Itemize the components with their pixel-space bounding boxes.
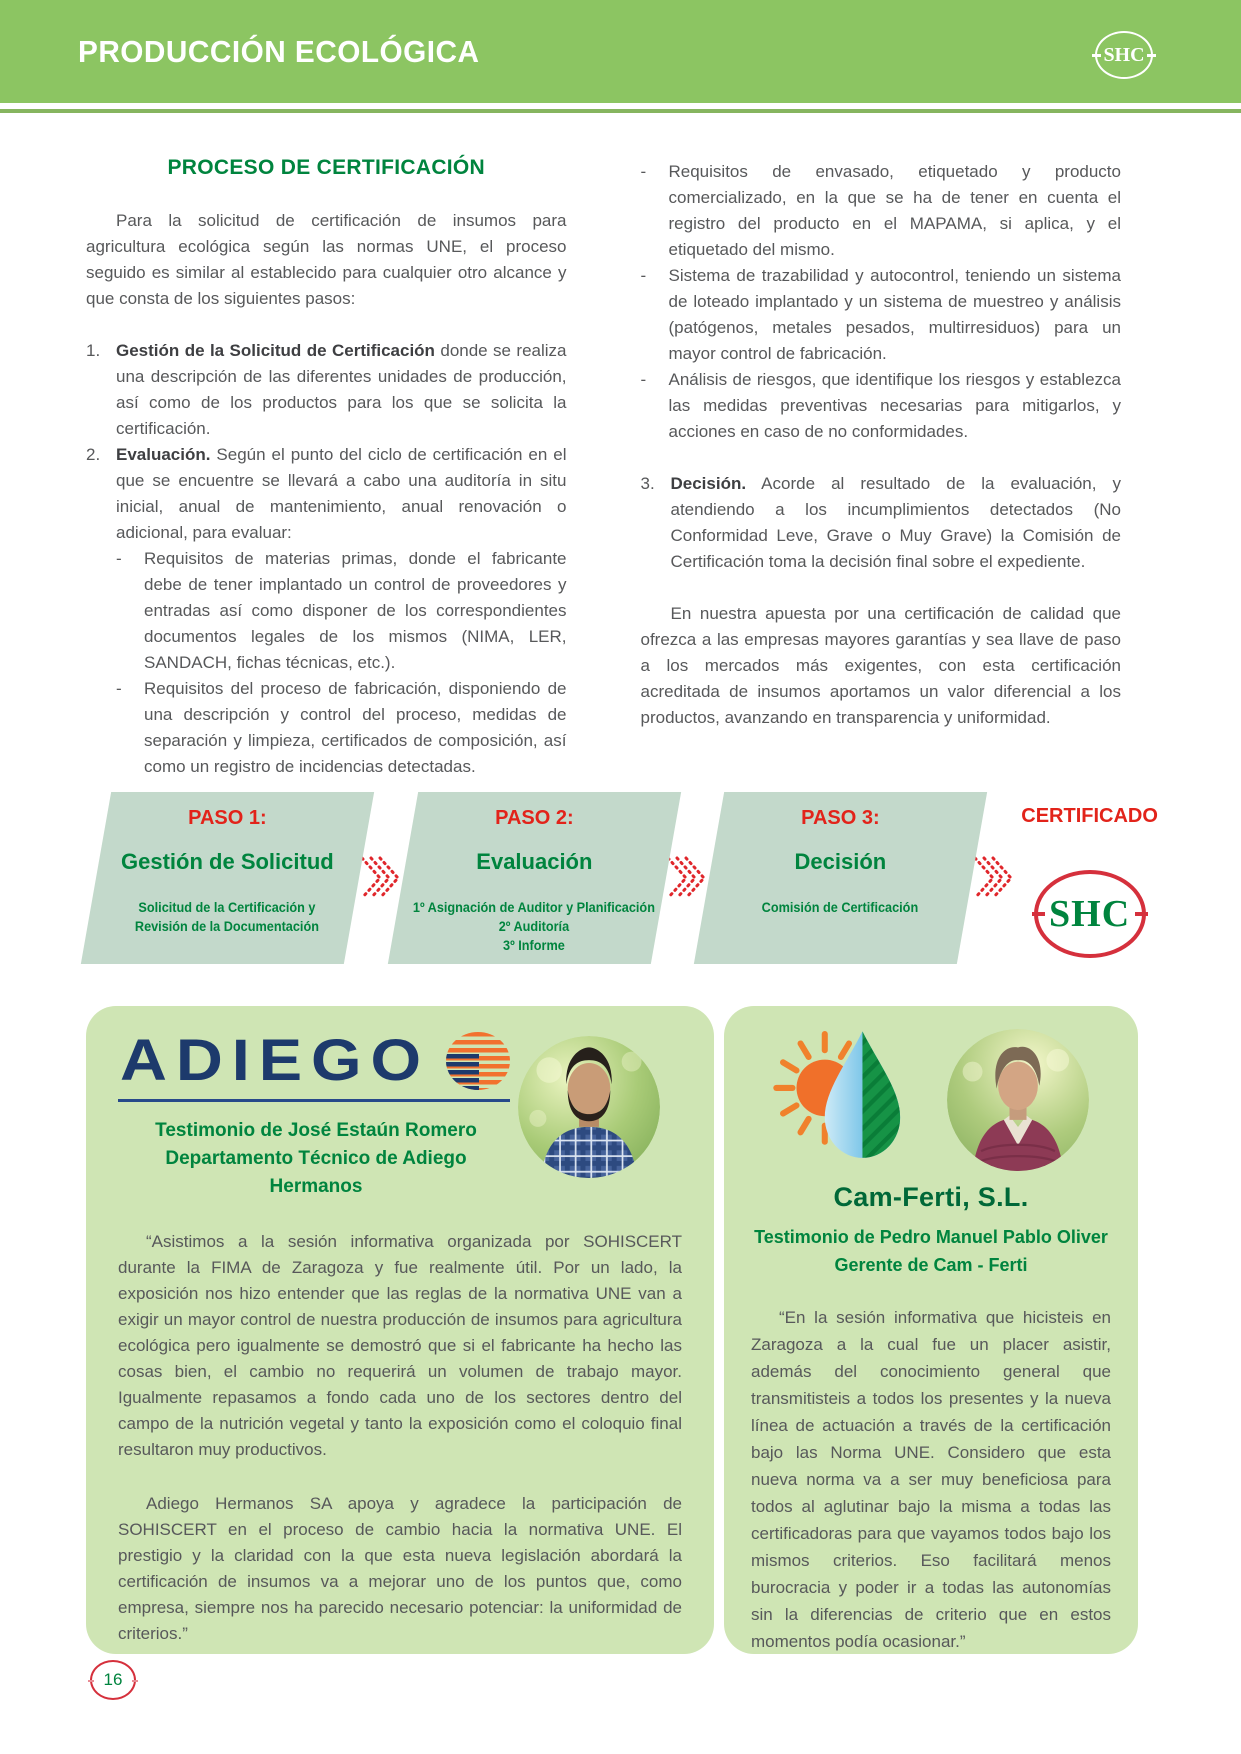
- item-bold-lead: Gestión de la Solicitud de Certificación: [116, 341, 435, 360]
- section-title: PROCESO DE CERTIFICACIÓN: [167, 156, 486, 179]
- flow-step-1: [81, 792, 374, 964]
- testimonial-paragraph: Adiego Hermanos SA apoya y agradece la participación de SOHISCERT en el proceso de cambio hacia la normativa UNE. El prestigio y la claridad con la que esta nueva legislación abordará la certificación de insumos va a mejorar uno de los puntos que, como empresa, siempre nos ha parecido necesario potenciar: la uniformidad de criterios.”: [118, 1493, 682, 1643]
- dash-item: [641, 159, 1122, 263]
- page-number-badge: [90, 1660, 136, 1700]
- item-number: 2.: [86, 445, 101, 464]
- closing-paragraph: En nuestra apuesta por una certificación de calidad que ofrezca a las empresas mayores garantías y sea llave de paso a los mercados más exigentes, con esta certificación acreditada de insumos aportamos un valor diferencial a los productos, avanzando en transparencia y uniformidad.: [640, 604, 1121, 727]
- step-detail: Comisión de Certificación: [762, 900, 920, 915]
- intro-paragraph: Para la solicitud de certificación de insumos para agricultura ecológica según las normas UNE, el proceso seguido es similar al establecido para cualquier otro alcance y que consta de los siguientes pasos:: [86, 211, 567, 308]
- dash-text: Requisitos del proceso de fabricación, disponiendo de una descripción y control del proceso, medidas de separación y limpieza, certificados de composición, así como un registro de incidencias detectadas.: [144, 679, 567, 776]
- numbered-item-1: [86, 338, 567, 442]
- shc-logo-icon: [1095, 31, 1153, 79]
- flow-result: [1016, 792, 1163, 964]
- dash-item: [641, 367, 1122, 445]
- item-text: Evaluación. Según el punto del ciclo de certificación en el que se encuentre se llevará a cabo una auditoría in situ inicial, anual de mantenimiento, anual renovación o adicional, para evaluar:: [116, 445, 567, 542]
- camferti-company-name: Cam-Ferti, S.L.: [833, 1182, 1029, 1212]
- step-detail: 1º Asignación de Auditor y Planificación 2º Auditoría 3º Informe: [413, 900, 656, 953]
- pedro-pablo-photo: [947, 1029, 1089, 1171]
- testimonial-heading: Testimonio de Pedro Manuel Pablo Oliver Gerente de Cam - Ferti: [754, 1227, 1108, 1275]
- dash-marker: -: [640, 162, 647, 181]
- page-number: 16: [103, 1670, 123, 1689]
- article-columns: [86, 149, 1121, 780]
- shc-logo-text: SHC: [1049, 893, 1131, 935]
- flow-step-2: [388, 792, 681, 964]
- dash-marker: -: [640, 266, 647, 285]
- dash-marker: -: [116, 679, 122, 698]
- item-text: Decisión. Acorde al resultado de la evaluación, y atendiendo a los incumplimientos detectados (No Conformidad Leve, Grave o Muy Grave) la Comisión de Certificación toma la decisión final sobre el expediente.: [670, 474, 1121, 571]
- flow-step-3: [694, 792, 987, 964]
- dash-marker: -: [640, 370, 647, 389]
- shc-logo-text: SHC: [1103, 43, 1145, 66]
- dash-marker: -: [116, 549, 122, 568]
- step-detail: Solicitud de la Certificación y Revisión de la Documentación: [135, 900, 320, 934]
- left-column: [86, 149, 567, 780]
- dash-item: [116, 546, 567, 676]
- right-column: [641, 149, 1122, 780]
- adiego-logo-rule: [118, 1099, 510, 1102]
- testimonial-paragraph: “En la sesión informativa que hicisteis en Zaragoza a la cual fue un placer asistir, además del conocimiento general que transmitisteis a todos los presentes y la nueva línea de actuación a través de la certificación bajo las Norma UNE. Considero que esta nueva norma va a ser muy beneficiosa para todos al aglutinar bajo la misma a todas las certificadoras para que vayamos todos bajo los mismos criterios. Eso facilitará menos burocracia y poder ir a todas las autonomías sin la diferencias de criterio que en estos momentos podía ocasionar.”: [751, 1308, 1111, 1651]
- page-header: [0, 0, 1241, 103]
- step-title: Evaluación: [476, 849, 593, 874]
- step-title: Gestión de Solicitud: [121, 849, 334, 874]
- dash-text: Análisis de riesgos, que identifique los riesgos y establezca las medidas preventivas necesarias para mitigarlos, y acciones en caso de no conformidades.: [668, 370, 1121, 441]
- camferti-logo-icon: [773, 1026, 925, 1174]
- item-bold-lead: Evaluación.: [116, 445, 211, 464]
- page-title: PRODUCCIÓN ECOLÓGICA: [78, 33, 480, 69]
- numbered-item-2: [86, 442, 567, 546]
- header-rule: [0, 109, 1241, 113]
- step-label: PASO 3:: [801, 807, 881, 829]
- adiego-logo: [118, 1028, 514, 1201]
- dash-item: [116, 676, 567, 780]
- step-label: PASO 2:: [494, 807, 574, 829]
- testimonial-adiego: [86, 1006, 714, 1654]
- item-number: 3.: [640, 474, 655, 493]
- adiego-globe-icon: [446, 1032, 510, 1090]
- step-title: Decisión: [794, 849, 887, 874]
- certificate-label: CERTIFICADO: [1021, 805, 1158, 827]
- item-number: 1.: [86, 341, 101, 360]
- testimonial-camferti: [724, 1006, 1138, 1654]
- dash-text: Requisitos de materias primas, donde el fabricante debe de tener implantado un control de proveedores y entradas así como disponer de los correspondientes documentos legales de los mismos (NIMA, LER, SANDACH, fichas técnicas, etc.).: [144, 549, 567, 672]
- shc-certificate-logo-icon: [1034, 870, 1146, 958]
- dash-item: [641, 263, 1122, 367]
- item-bold-lead: Decisión.: [670, 474, 747, 493]
- numbered-item-3: [641, 471, 1122, 575]
- dash-text: Sistema de trazabilidad y autocontrol, teniendo un sistema de loteado implantado y un sistema de muestreo y análisis (patógenos, metales pesados, multirresiduos) para un mayor control de fabricación.: [668, 266, 1121, 363]
- step-label: PASO 1:: [188, 807, 267, 829]
- testimonial-paragraph: “Asistimos a la sesión informativa organizada por SOHISCERT durante la FIMA de Zaragoza y fue realmente útil. Por un lado, la exposición nos hizo entender que las reglas de la normativa UNE van a exigir un mayor control de nuestra producción de insumos para agricultura ecológica pero igualmente se demostró que si el fabricante ha hecho las cosas bien, el cambio no requerirá un volumen de trabajo mayor. Igualmente repasamos a fondo cada uno de los sectores dentro del campo de la nutrición vegetal y tanto la exposición como el coloquio final resultaron muy productivos.: [118, 1231, 682, 1459]
- dash-text: Requisitos de envasado, etiquetado y producto comercializado, en la que se ha de tener en cuenta el registro del producto en el MAPAMA, si aplica, y el etiquetado del mismo.: [668, 162, 1121, 259]
- testimonials: [86, 1006, 1241, 1654]
- testimonial-heading: Testimonio de José Estaún Romero Departamento Técnico de Adiego Hermanos: [155, 1119, 477, 1197]
- certification-flow-diagram: [96, 792, 1163, 964]
- adiego-logo-text: ADIEGO: [120, 1028, 431, 1093]
- item-text: Gestión de la Solicitud de Certificación donde se realiza una descripción de las diferentes unidades de producción, así como de los productos para los que se solicita la certificación.: [116, 341, 567, 438]
